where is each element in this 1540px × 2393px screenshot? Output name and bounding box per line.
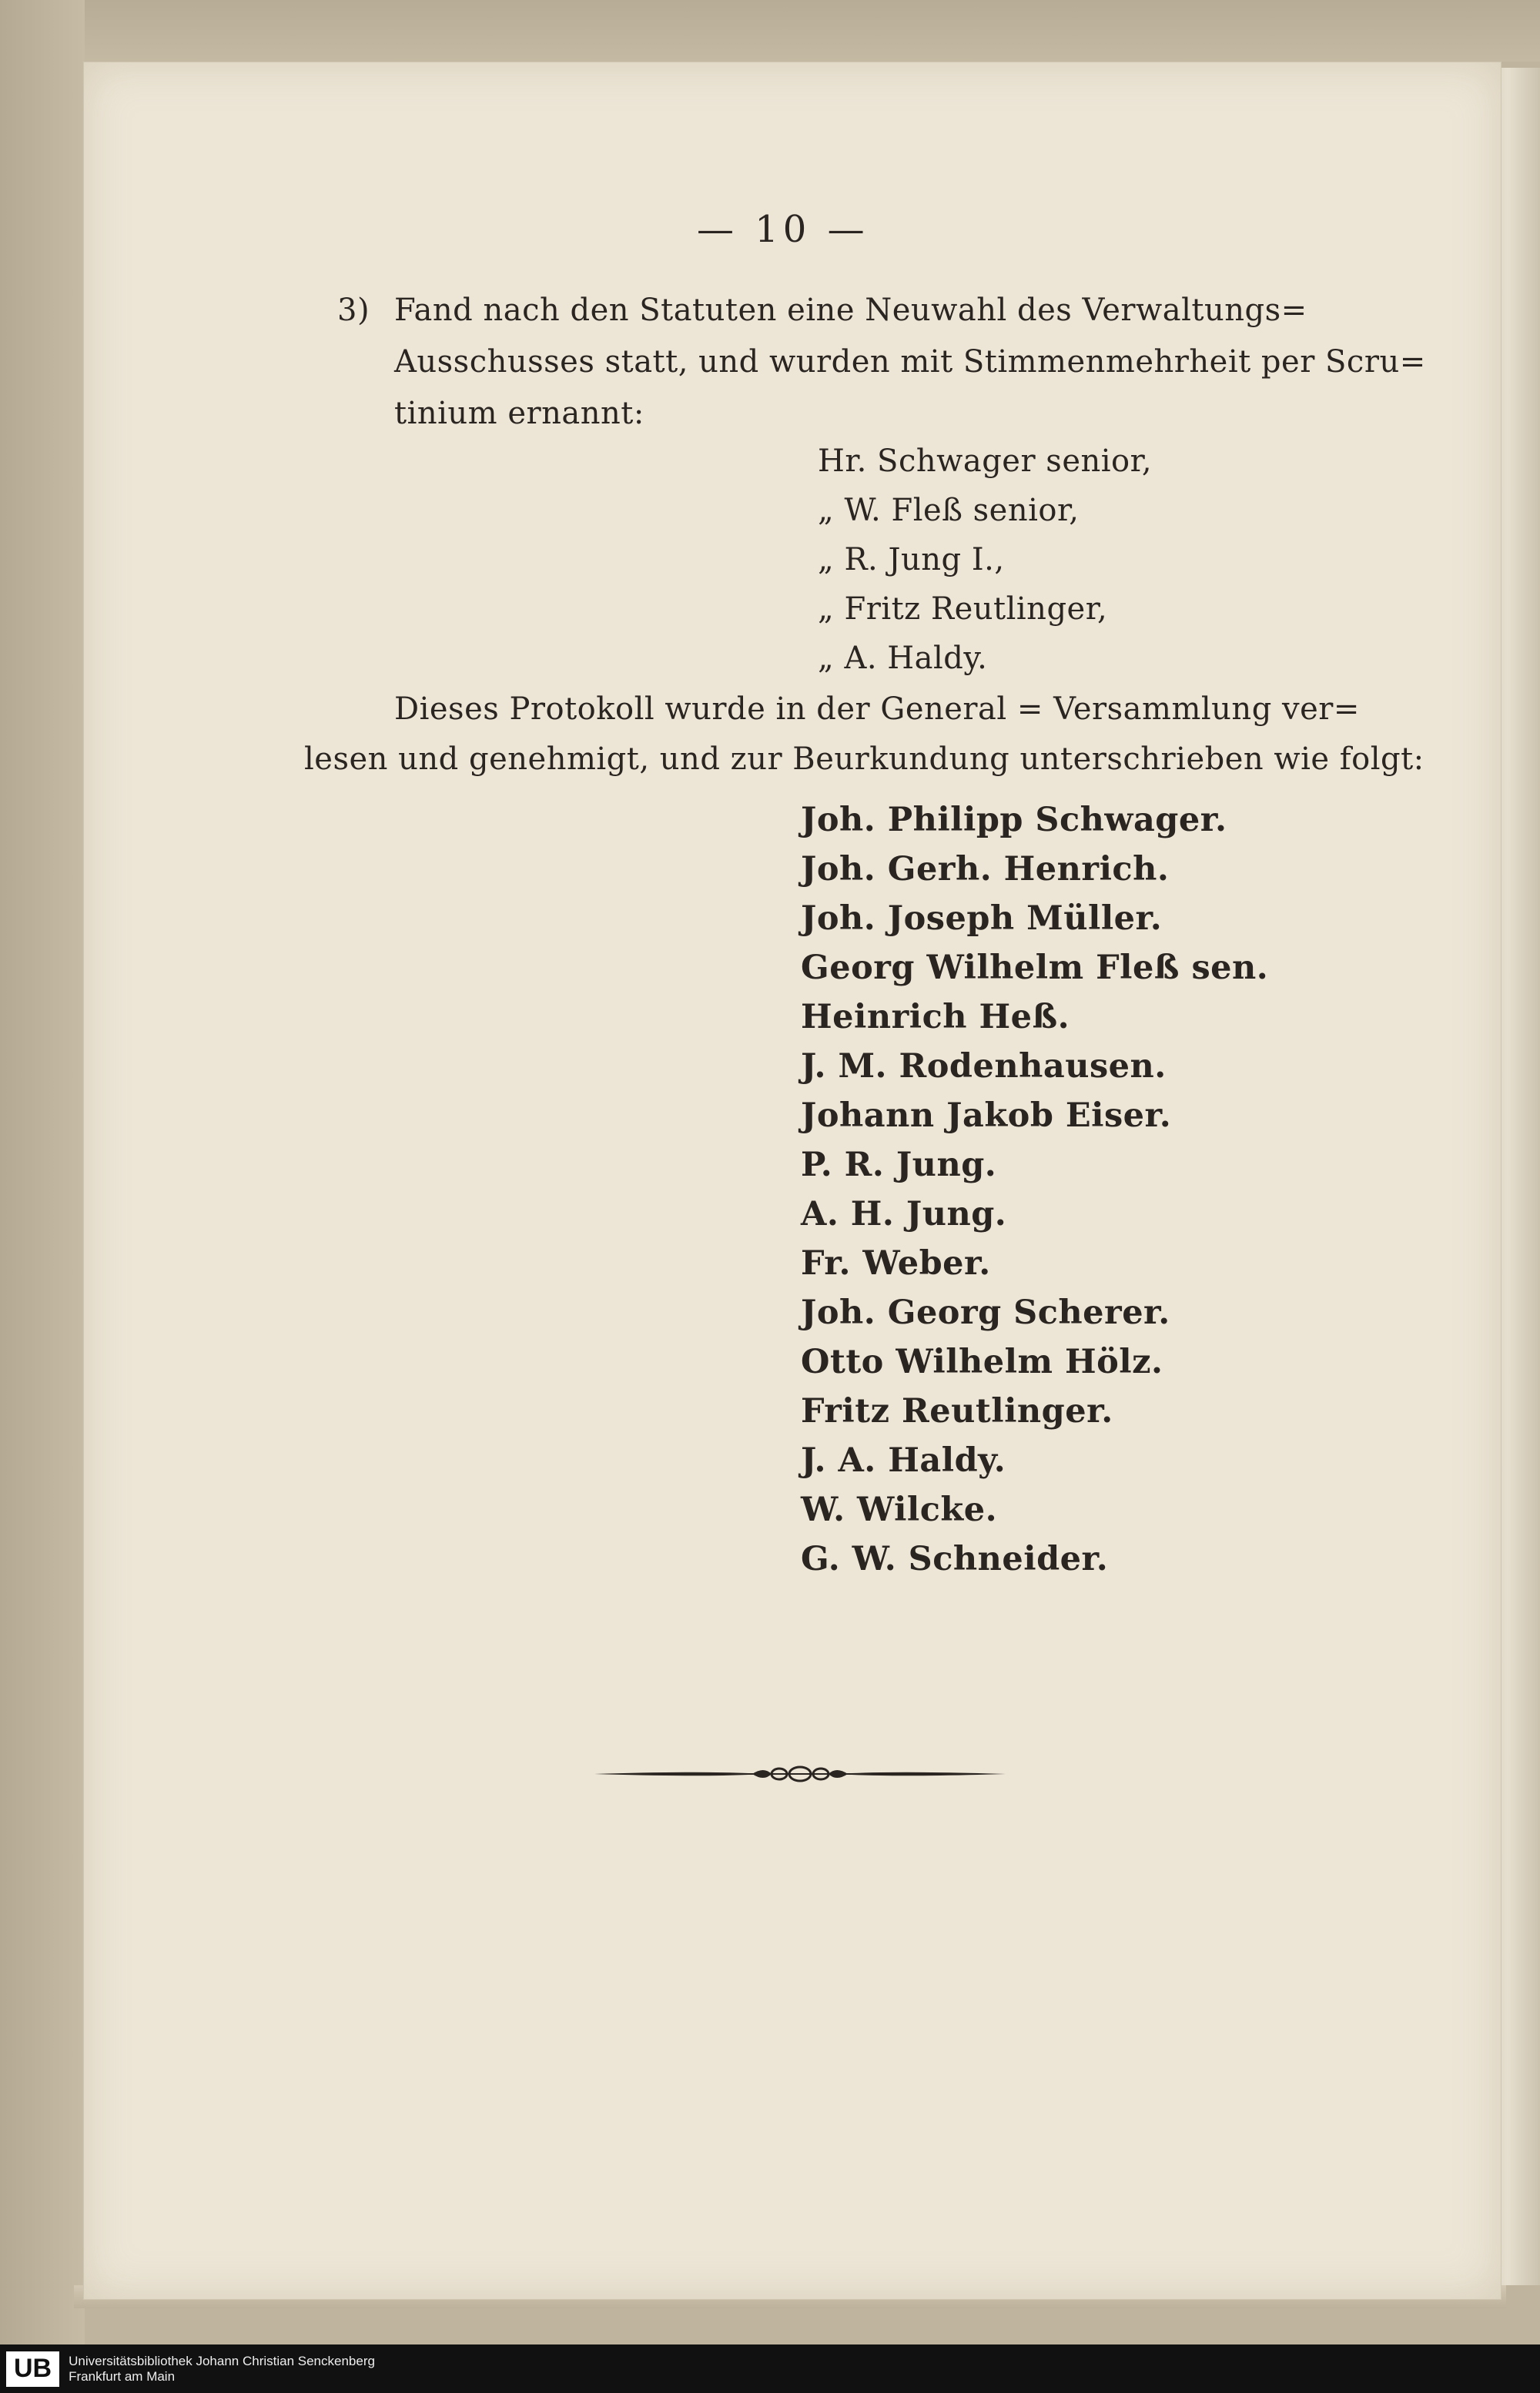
elected-member: „ A. Haldy. — [818, 641, 988, 676]
footer-text — [69, 2354, 375, 2385]
item-line: tinium ernannt: — [394, 396, 644, 431]
protocol-line: lesen und genehmigt, und zur Beurkundung unterschrieben wie folgt: — [304, 741, 1424, 777]
footer-line: Universitätsbibliothek Johann Christian Senckenberg — [69, 2353, 375, 2368]
book-page — [83, 62, 1502, 2300]
signature: Joh. Philipp Schwager. — [801, 801, 1227, 839]
scan-background-left — [0, 0, 85, 2393]
signature: G. W. Schneider. — [801, 1540, 1109, 1578]
footer-line: Frankfurt am Main — [69, 2368, 176, 2384]
signature: Johann Jakob Eiser. — [801, 1096, 1172, 1135]
signature: P. R. Jung. — [801, 1146, 997, 1184]
elected-member: „ W. Fleß senior, — [818, 493, 1080, 528]
elected-member: Hr. Schwager senior, — [818, 443, 1153, 479]
item-number: 3) — [337, 293, 370, 328]
scan-background-top — [0, 0, 1540, 62]
signature: Georg Wilhelm Fleß sen. — [801, 949, 1269, 987]
elected-member: „ R. Jung I., — [818, 542, 1005, 577]
signature: A. H. Jung. — [801, 1195, 1007, 1233]
signature: Joh. Georg Scherer. — [801, 1294, 1170, 1332]
ornament-icon — [594, 1759, 1006, 1789]
protocol-line: Dieses Protokoll wurde in der General = Versammlung ver= — [394, 691, 1360, 727]
signature: Otto Wilhelm Hölz. — [801, 1343, 1163, 1381]
signature: Heinrich Heß. — [801, 998, 1070, 1036]
signature: W. Wilcke. — [801, 1491, 998, 1529]
signature: Fritz Reutlinger. — [801, 1392, 1113, 1431]
library-logo: UB — [6, 2351, 59, 2387]
elected-member: „ Fritz Reutlinger, — [818, 591, 1108, 627]
page-number: — 10 — — [697, 208, 869, 251]
item-line: Fand nach den Statuten eine Neuwahl des Verwaltungs= — [394, 293, 1307, 328]
signature: J. A. Haldy. — [801, 1441, 1006, 1480]
signature: Joh. Gerh. Henrich. — [801, 850, 1170, 889]
signature: Joh. Joseph Müller. — [801, 899, 1163, 938]
signature: Fr. Weber. — [801, 1244, 991, 1283]
signature: J. M. Rodenhausen. — [801, 1047, 1167, 1086]
library-footer — [0, 2344, 1540, 2393]
item-line: Ausschusses statt, und wurden mit Stimmenmehrheit per Scru= — [394, 344, 1426, 380]
